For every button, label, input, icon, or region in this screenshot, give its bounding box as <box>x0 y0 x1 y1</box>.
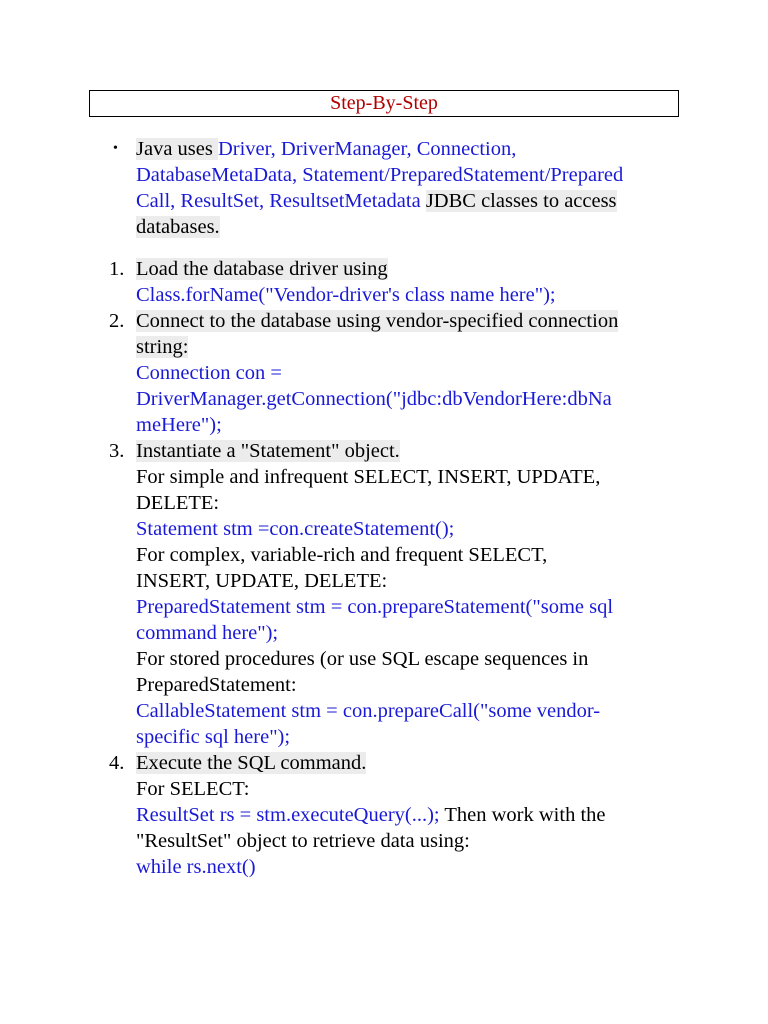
text-line <box>136 386 676 412</box>
text-line <box>136 724 676 750</box>
text-line <box>136 490 676 516</box>
text-line <box>136 162 676 188</box>
body-text: Then work with the <box>439 804 606 826</box>
list-item <box>109 308 676 438</box>
text-line <box>136 412 676 438</box>
text-line <box>136 256 676 282</box>
text-line <box>136 282 676 308</box>
text-line <box>136 750 676 776</box>
page-title-text: Step-By-Step <box>330 92 438 114</box>
body-text: Load the database driver using <box>136 258 388 280</box>
text-line <box>136 464 676 490</box>
body-text: For complex, variable-rich and frequent SELECT, <box>136 544 548 566</box>
code-text: CallableStatement stm = con.prepareCall("some vendor- <box>136 700 601 722</box>
body-text: JDBC classes to access <box>425 190 617 212</box>
body-text: PreparedStatement: <box>136 674 297 696</box>
text-line <box>136 854 676 880</box>
code-text: DatabaseMetaData, Statement/PreparedStatement/Prepared <box>136 164 624 186</box>
bullet-paragraph <box>113 136 676 240</box>
body-text: "ResultSet" object to retrieve data using: <box>136 830 470 852</box>
text-line <box>136 516 676 542</box>
text-line <box>136 620 676 646</box>
text-line <box>136 646 676 672</box>
code-text: Connection con = <box>136 362 282 384</box>
body-text: INSERT, UPDATE, DELETE: <box>136 570 388 592</box>
text-line <box>136 828 676 854</box>
list-item-number: 1. <box>109 258 125 280</box>
list-item <box>109 438 676 750</box>
code-text: while rs.next() <box>136 856 256 878</box>
page-title <box>89 90 679 117</box>
text-line <box>136 438 676 464</box>
code-text: Driver, DriverManager, Connection, <box>217 138 517 160</box>
body-text: databases. <box>136 216 220 238</box>
text-line <box>136 214 676 240</box>
body-text: Instantiate a "Statement" object. <box>136 440 400 462</box>
body-text: For simple and infrequent SELECT, INSERT, UPDATE, <box>136 466 601 488</box>
numbered-list <box>0 256 768 880</box>
text-line <box>136 672 676 698</box>
list-item-number: 3. <box>109 440 125 462</box>
body-text: string: <box>136 336 189 358</box>
text-line <box>136 360 676 386</box>
code-text: meHere"); <box>136 414 222 436</box>
code-text: DriverManager.getConnection("jdbc:dbVendorHere:dbNa <box>136 388 612 410</box>
text-line <box>136 136 676 162</box>
code-text: ResultSet rs = stm.executeQuery(...); <box>136 804 440 826</box>
document-body <box>0 136 768 880</box>
code-text: Class.forName("Vendor-driver's class name here"); <box>136 284 556 306</box>
list-item-number: 2. <box>109 310 125 332</box>
text-line <box>136 188 676 214</box>
text-line <box>136 542 676 568</box>
code-text: Call, ResultSet, ResultsetMetadata <box>136 190 426 212</box>
list-item-number: 4. <box>109 752 125 774</box>
body-text: Java uses <box>136 138 218 160</box>
text-line <box>136 594 676 620</box>
body-text: Execute the SQL command. <box>136 752 367 774</box>
code-text: command here"); <box>136 622 279 644</box>
text-line <box>136 776 676 802</box>
body-text: Connect to the database using vendor-specified connection <box>136 310 619 332</box>
code-text: Statement stm =con.createStatement(); <box>136 518 455 540</box>
code-text: PreparedStatement stm = con.prepareStatement("some sql <box>136 596 614 618</box>
body-text: For SELECT: <box>136 778 250 800</box>
text-line <box>136 802 676 828</box>
text-line <box>136 334 676 360</box>
body-text: DELETE: <box>136 492 220 514</box>
text-line <box>136 698 676 724</box>
list-item <box>109 256 676 308</box>
body-text: For stored procedures (or use SQL escape sequences in <box>136 648 589 670</box>
list-item <box>109 750 676 880</box>
text-line <box>136 568 676 594</box>
bullet-icon: • <box>113 141 118 156</box>
text-line <box>136 308 676 334</box>
code-text: specific sql here"); <box>136 726 291 748</box>
